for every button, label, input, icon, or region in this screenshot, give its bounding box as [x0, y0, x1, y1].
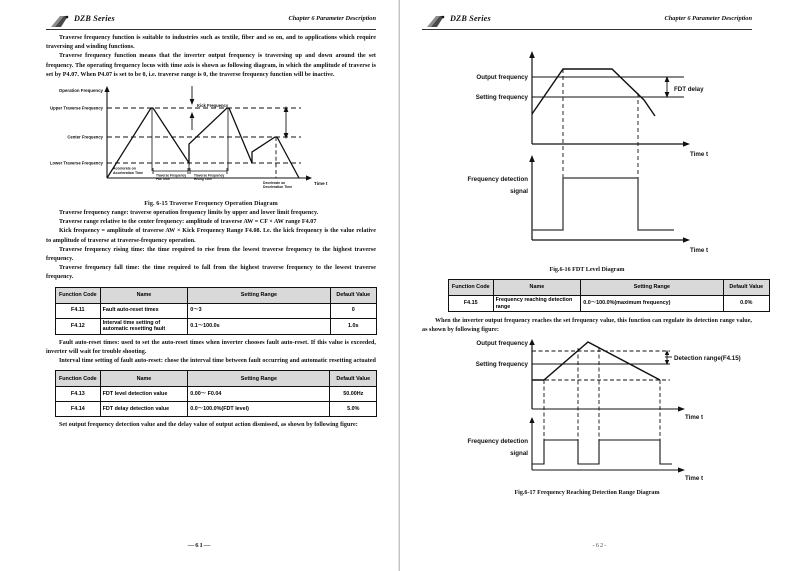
label-detection-signal-l2: signal: [510, 449, 528, 457]
header-name: Name: [100, 287, 188, 303]
cell-range: 0.00～ F0.04: [188, 387, 330, 402]
intro-paragraphs: [46, 34, 376, 80]
label-detection-signal-l1: Frequency detection: [467, 176, 528, 183]
table-row: [56, 318, 377, 334]
header-default-value: Default Value: [330, 371, 377, 387]
header-setting-range: Setting Range: [188, 371, 330, 387]
table-header-row: [449, 280, 770, 296]
label-detection-signal-l2: signal: [510, 188, 528, 195]
figure-caption-6-15: Fig. 6-15 Traverse Frequency Operation Diagram: [144, 201, 278, 208]
paragraph: Interval time setting of fault auto-reset: chose the interval time between fault occurring and automatic resetting actuated: [59, 358, 376, 365]
paragraph: Traverse frequency function is suitable to industries such as textile, fiber and so on, and to applications which require traversing and winding functions.: [46, 35, 376, 51]
annotation-accelerate: Accelerate on: [113, 166, 136, 171]
cell-code: F4.12: [56, 318, 101, 334]
header-function-code: Function Code: [449, 280, 494, 296]
annotation-rising-time-l1: Traverse Frequency: [194, 173, 225, 178]
label-fdt-delay: FDT delay: [674, 86, 704, 93]
table-header-row: [56, 371, 377, 387]
cell-code: F4.11: [56, 303, 101, 318]
chapter-header: Chapter 6 Parameter Description: [288, 15, 376, 22]
table-fault-reset: [55, 287, 377, 335]
reaching-diagram-svg: [422, 339, 776, 489]
cell-default: 1.0s: [330, 318, 376, 334]
label-time-axis-upper: Time t: [690, 151, 709, 158]
annotation-kick-frequency: Kick Frequency: [197, 103, 229, 109]
annotation-decelerate-l2: Deceleration Time: [263, 184, 293, 189]
header-function-code: Function Code: [56, 371, 101, 387]
page-left-content: [46, 12, 376, 431]
cell-default: 5.0%: [330, 402, 377, 417]
cell-name: FDT delay detection value: [100, 402, 188, 417]
table-header-row: [56, 287, 377, 303]
paragraph-reaching: When the inverter output frequency reaches the set frequency value, this function can regulate its detection range value, as shown by following figure:: [422, 318, 752, 334]
definitions-block: [46, 209, 376, 283]
header-default-value: Default Value: [723, 280, 769, 296]
figure-fdt-level: [422, 48, 752, 273]
running-header-right: [422, 12, 752, 34]
figure-traverse-frequency: [46, 82, 376, 207]
closing-note: Set output frequency detection value and the delay value of output action dismissed, as shown by following figure:: [59, 422, 358, 429]
page-number-left: —61—: [187, 542, 212, 549]
paragraph: Kick frequency = amplitude of traverse AW × Kick Frequency Range F4.08. I.e. the kick frequency is the value relative to amplitude of traverse at traverse-frequency operation.: [46, 228, 376, 244]
cell-name: Frequency reaching detection range: [493, 296, 581, 312]
label-time-axis-upper: Time t: [685, 413, 704, 421]
cell-code: F4.14: [56, 402, 101, 417]
annotation-accelerate-time: Acceleration Time: [113, 170, 144, 175]
label-output-frequency: Output frequency: [476, 339, 528, 347]
fdt-diagram-svg: [422, 48, 776, 266]
cell-default: 50.00Hz: [330, 387, 377, 402]
level-label-upper: Upper Traverse Frequency: [50, 105, 103, 111]
label-output-frequency: Output frequency: [476, 74, 528, 81]
header-default-value: Default Value: [330, 287, 376, 303]
cell-name: Fault auto-reset times: [100, 303, 188, 318]
figure-frequency-reaching: [422, 339, 752, 496]
cell-default: 0: [330, 303, 376, 318]
paragraph: Traverse frequency function means that the inverter output frequency is traversing up and down around the set frequency. The operating frequency locus with time axis is shown as following diagram, in which the amplitude of traverse is set by P4.07. When P4.07 is set to be 0, i.e. traverse range is 0, the traverse frequency function will be inactive.: [46, 53, 376, 78]
page-right-content: [422, 12, 764, 498]
annotation-fall-time-l1: Traverse Frequency: [156, 173, 187, 178]
label-setting-frequency: Setting frequency: [475, 94, 528, 101]
annotation-fall-time-l2: Fall Time: [156, 177, 170, 182]
traverse-x-axis-label: Time t: [314, 181, 328, 187]
level-label-center: Center Frequency: [67, 134, 103, 140]
page-right: [400, 0, 800, 571]
notes-block: [46, 339, 376, 367]
header-setting-range: Setting Range: [188, 287, 330, 303]
table-row: [449, 296, 770, 312]
table-row: [56, 303, 377, 318]
header-setting-range: Setting Range: [581, 280, 723, 296]
cell-name: Interval time setting of automatic resetting fault: [100, 318, 188, 334]
cell-code: F4.13: [56, 387, 101, 402]
cell-code: F4.15: [449, 296, 494, 312]
paragraph: Traverse frequency range: traverse operation frequency limits by upper and lower limit frequency.: [59, 210, 319, 217]
chapter-header: Chapter 6 Parameter Description: [664, 15, 752, 22]
header-name: Name: [493, 280, 581, 296]
paragraph: Traverse frequency rising time: the time required to rise from the lowest traverse frequency to the highest traverse frequency.: [46, 246, 376, 263]
figure-caption-6-17: Fig.6-17 Frequency Reaching Detection Range Diagram: [514, 489, 660, 496]
brand-logo-icon: [50, 15, 70, 28]
label-setting-frequency: Setting frequency: [475, 360, 528, 368]
brand-name: DZB Series: [450, 14, 491, 23]
paragraph: Fault auto-reset times: used to set the auto-reset times when inverter chooses fault auto-reset. If this value is exceeded, inverter will wait for trouble shooting.: [46, 339, 376, 356]
cell-range: 0.0～100.0%(FDT level): [188, 402, 330, 417]
annotation-rising-time-l2: Rising Time: [194, 177, 213, 182]
header-rule: [422, 29, 752, 30]
table-frequency-reaching: [448, 279, 770, 312]
header-rule: [46, 29, 376, 30]
label-time-axis-lower: Time t: [690, 247, 709, 254]
table-fdt-values: [55, 370, 377, 417]
label-detection-range: Detection range(F4.15): [674, 354, 741, 362]
figure-caption-6-16: Fig.6-16 FDT Level Diagram: [549, 267, 625, 273]
header-function-code: Function Code: [56, 287, 101, 303]
brand-name: DZB Series: [74, 14, 115, 23]
running-header-left: [46, 12, 376, 34]
label-detection-signal-l1: Frequency detection: [467, 437, 528, 445]
cell-name: FDT level detection value: [100, 387, 188, 402]
paragraph: Traverse frequency fall time: the time required to fall from the highest traverse frequency to the lowest traverse frequency.: [46, 265, 376, 281]
traverse-diagram-svg: [46, 82, 376, 200]
cell-range: 0～3: [188, 303, 330, 318]
table-row: [56, 387, 377, 402]
annotation-decelerate-l1: Decelerate on: [263, 181, 286, 186]
brand-logo-icon: [426, 15, 446, 28]
level-label-lower: Lower Traverse Frequency: [49, 160, 103, 166]
traverse-y-axis-label: Operation Frequency: [58, 88, 103, 94]
page-number-right: -62-: [592, 542, 608, 549]
label-time-axis-lower: Time t: [685, 474, 704, 482]
cell-default: 0.0%: [723, 296, 769, 312]
paragraph: Traverse range relative to the center frequency: amplitude of traverse AW = CF × AW range F4.07: [59, 219, 317, 226]
table-row: [56, 402, 377, 417]
cell-range: 0.0～100.0%(maximum frequency): [581, 296, 723, 312]
header-name: Name: [100, 371, 188, 387]
cell-range: 0.1～100.0s: [188, 318, 330, 334]
